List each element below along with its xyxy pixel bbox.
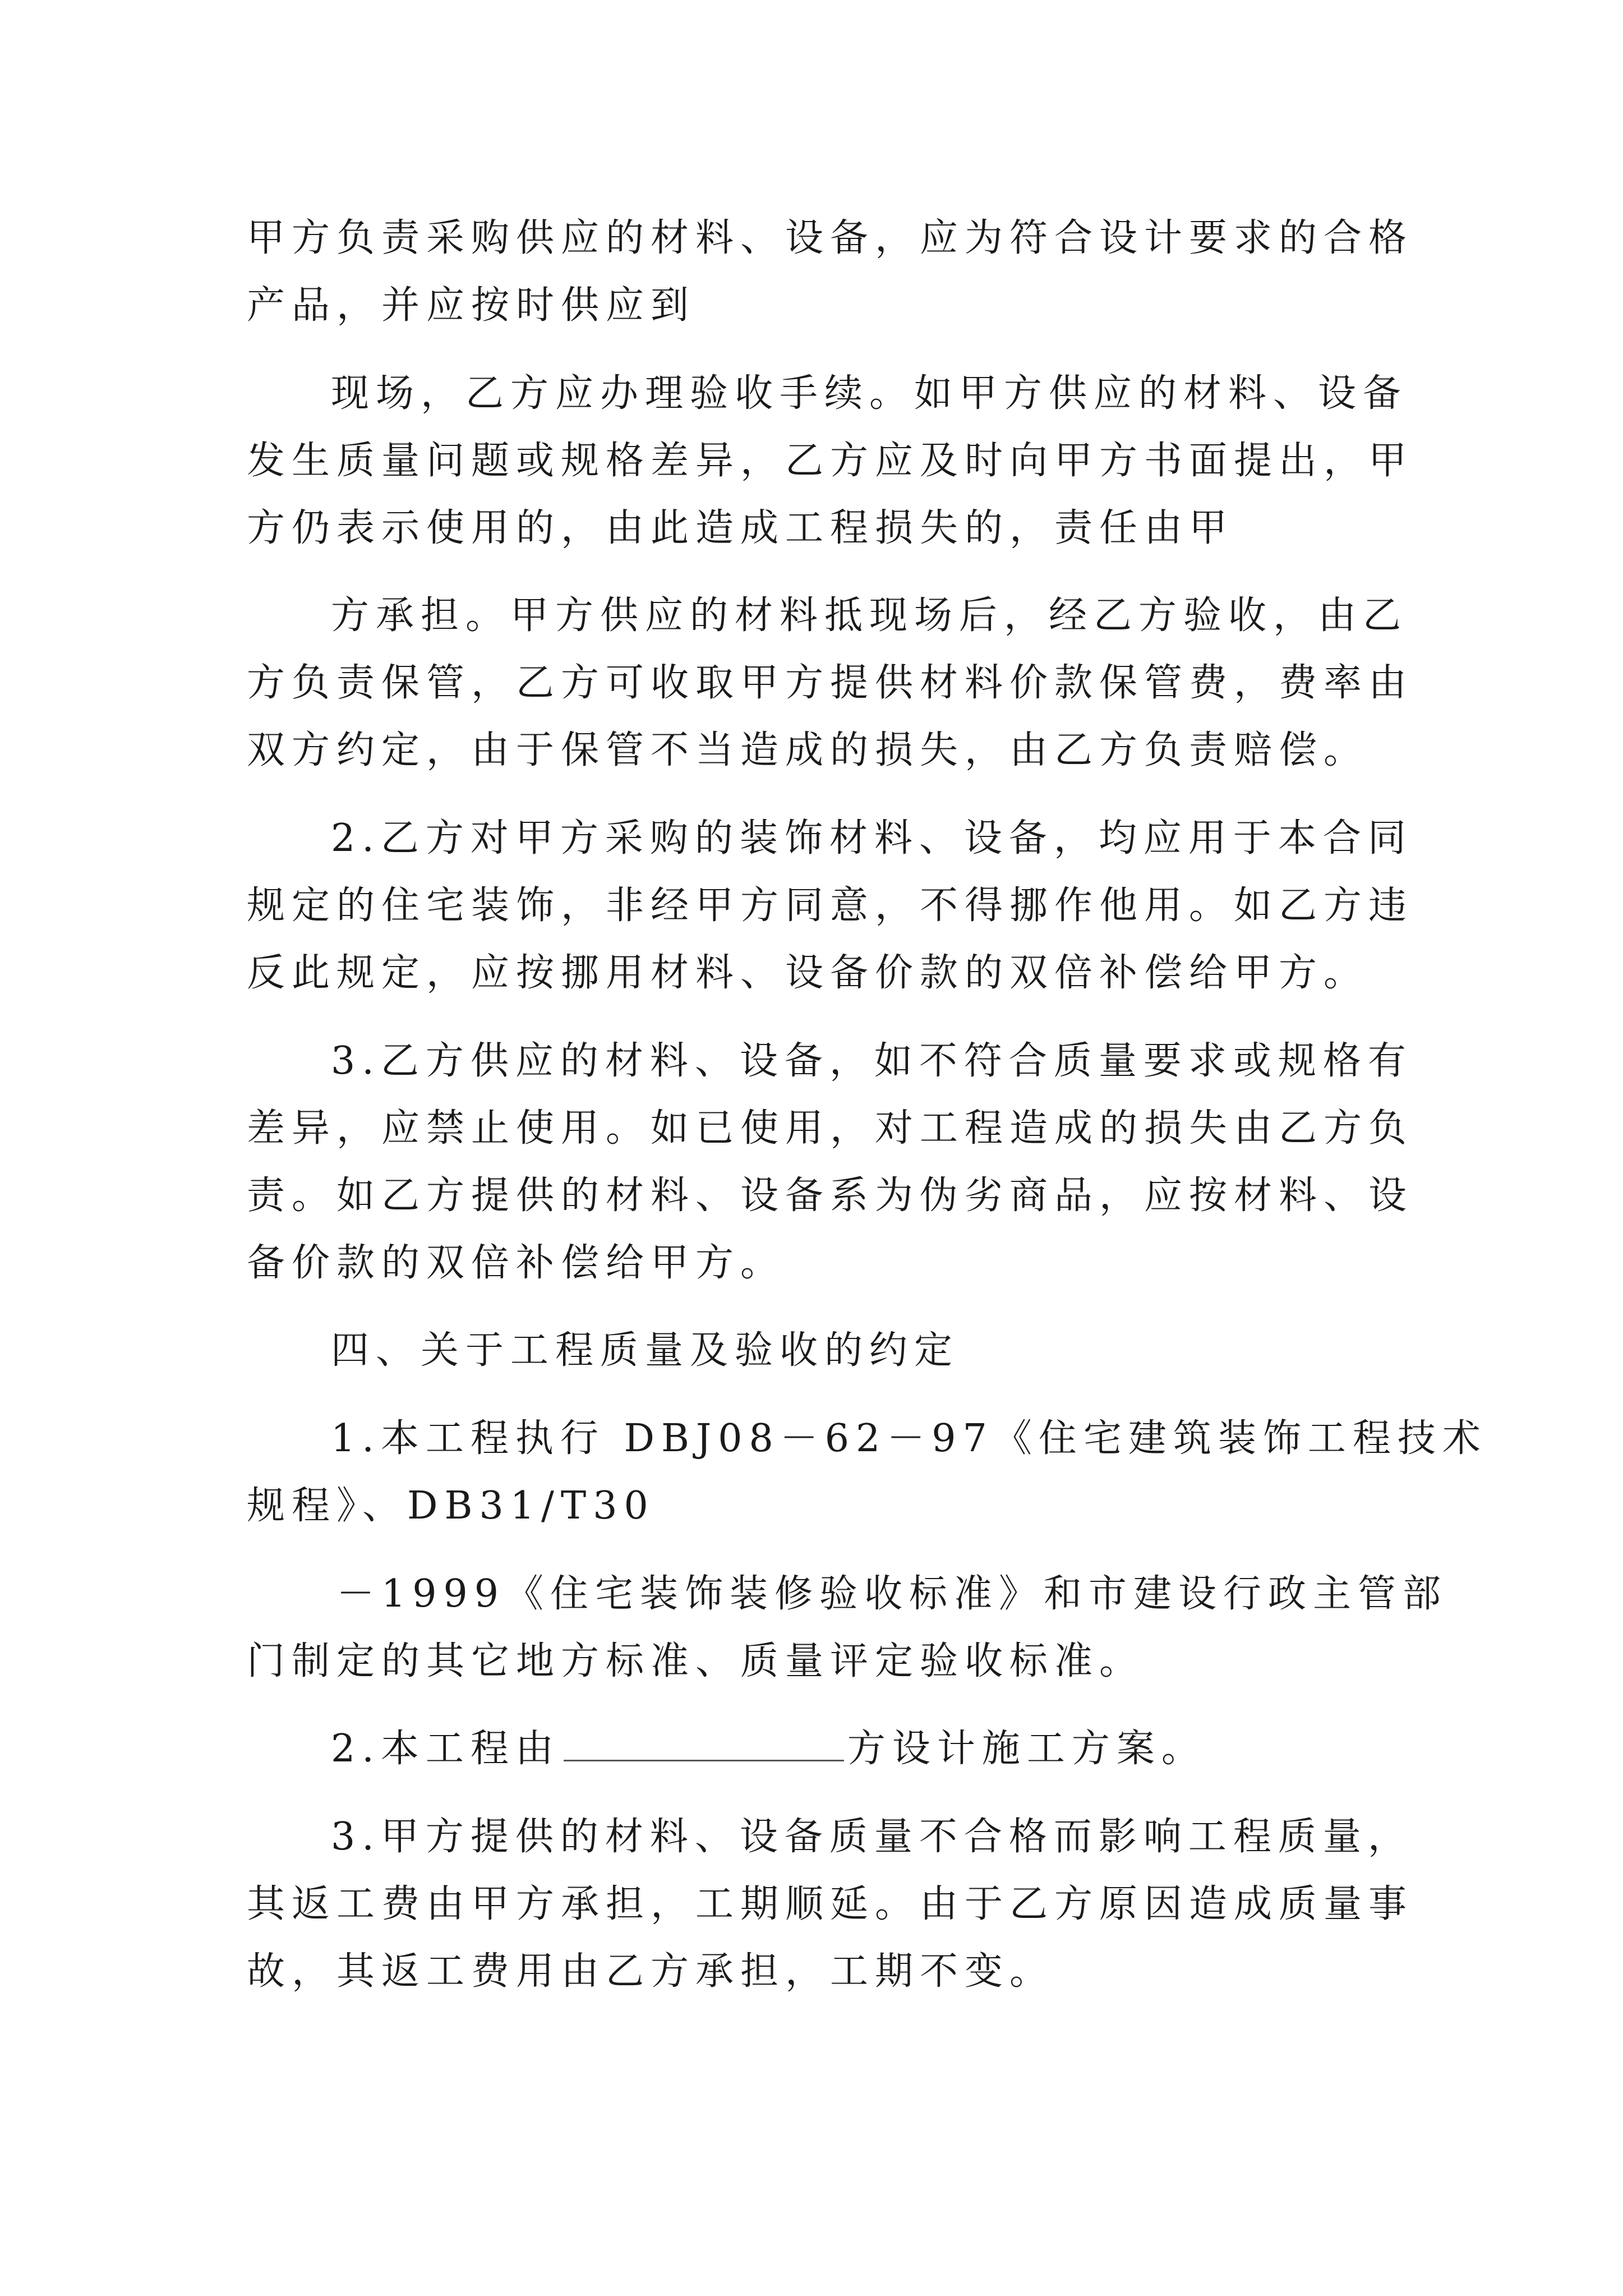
paragraph-line: 2.乙方对甲方采购的装饰材料、设备，均应用于本合同 [331, 816, 1413, 861]
paragraph-line: 甲方负责采购供应的材料、设备，应为符合设计要求的合格 [247, 216, 1414, 260]
clause-text: 2.本工程由 [331, 1727, 560, 1771]
paragraph-line: 门制定的其它地方标准、质量评定验收标准。 [247, 1639, 1145, 1683]
paragraph-line: 规定的住宅装饰，非经甲方同意，不得挪作他用。如乙方违 [247, 884, 1414, 928]
fill-in-blank[interactable] [564, 1726, 844, 1761]
section-heading: 四、关于工程质量及验收的约定 [331, 1328, 960, 1373]
paragraph-line: 责。如乙方提供的材料、设备系为伪劣商品，应按材料、设 [247, 1174, 1414, 1218]
paragraph-line: 故，其返工费用由乙方承担，工期不变。 [247, 1949, 1055, 1994]
paragraph-line: 备价款的双倍补偿给甲方。 [247, 1241, 786, 1285]
paragraph-line: 差异，应禁止使用。如已使用，对工程造成的损失由乙方负 [247, 1106, 1414, 1151]
paragraph-line: 反此规定，应按挪用材料、设备价款的双倍补偿给甲方。 [247, 951, 1369, 995]
paragraph-line: －1999《住宅装饰装修验收标准》和市建设行政主管部 [336, 1572, 1448, 1616]
paragraph-line: 3.乙方供应的材料、设备，如不符合质量要求或规格有 [331, 1039, 1413, 1083]
paragraph-line: 3.甲方提供的材料、设备质量不合格而影响工程质量， [331, 1815, 1413, 1859]
paragraph-line: 现场，乙方应办理验收手续。如甲方供应的材料、设备 [331, 371, 1408, 416]
paragraph-line [331, 1721, 1391, 1777]
paragraph-line: 双方约定，由于保管不当造成的损失，由乙方负责赔偿。 [247, 728, 1369, 772]
paragraph-line: 产品，并应按时供应到 [247, 283, 696, 328]
paragraph-line: 规程》、DB31/T30 [247, 1484, 655, 1528]
paragraph-line: 方承担。甲方供应的材料抵现场后，经乙方验收，由乙 [331, 593, 1408, 638]
paragraph-line: 其返工费由甲方承担，工期顺延。由于乙方原因造成质量事 [247, 1882, 1414, 1926]
clause-text: 方设计施工方案。 [847, 1727, 1206, 1771]
paragraph-line: 方负责保管，乙方可收取甲方提供材料价款保管费，费率由 [247, 661, 1414, 705]
paragraph-line: 1.本工程执行 DBJ08－62－97《住宅建筑装饰工程技术 [331, 1416, 1487, 1461]
paragraph-line: 方仍表示使用的，由此造成工程损失的，责任由甲 [247, 506, 1234, 550]
paragraph-line: 发生质量问题或规格差异，乙方应及时向甲方书面提出，甲 [247, 439, 1414, 483]
